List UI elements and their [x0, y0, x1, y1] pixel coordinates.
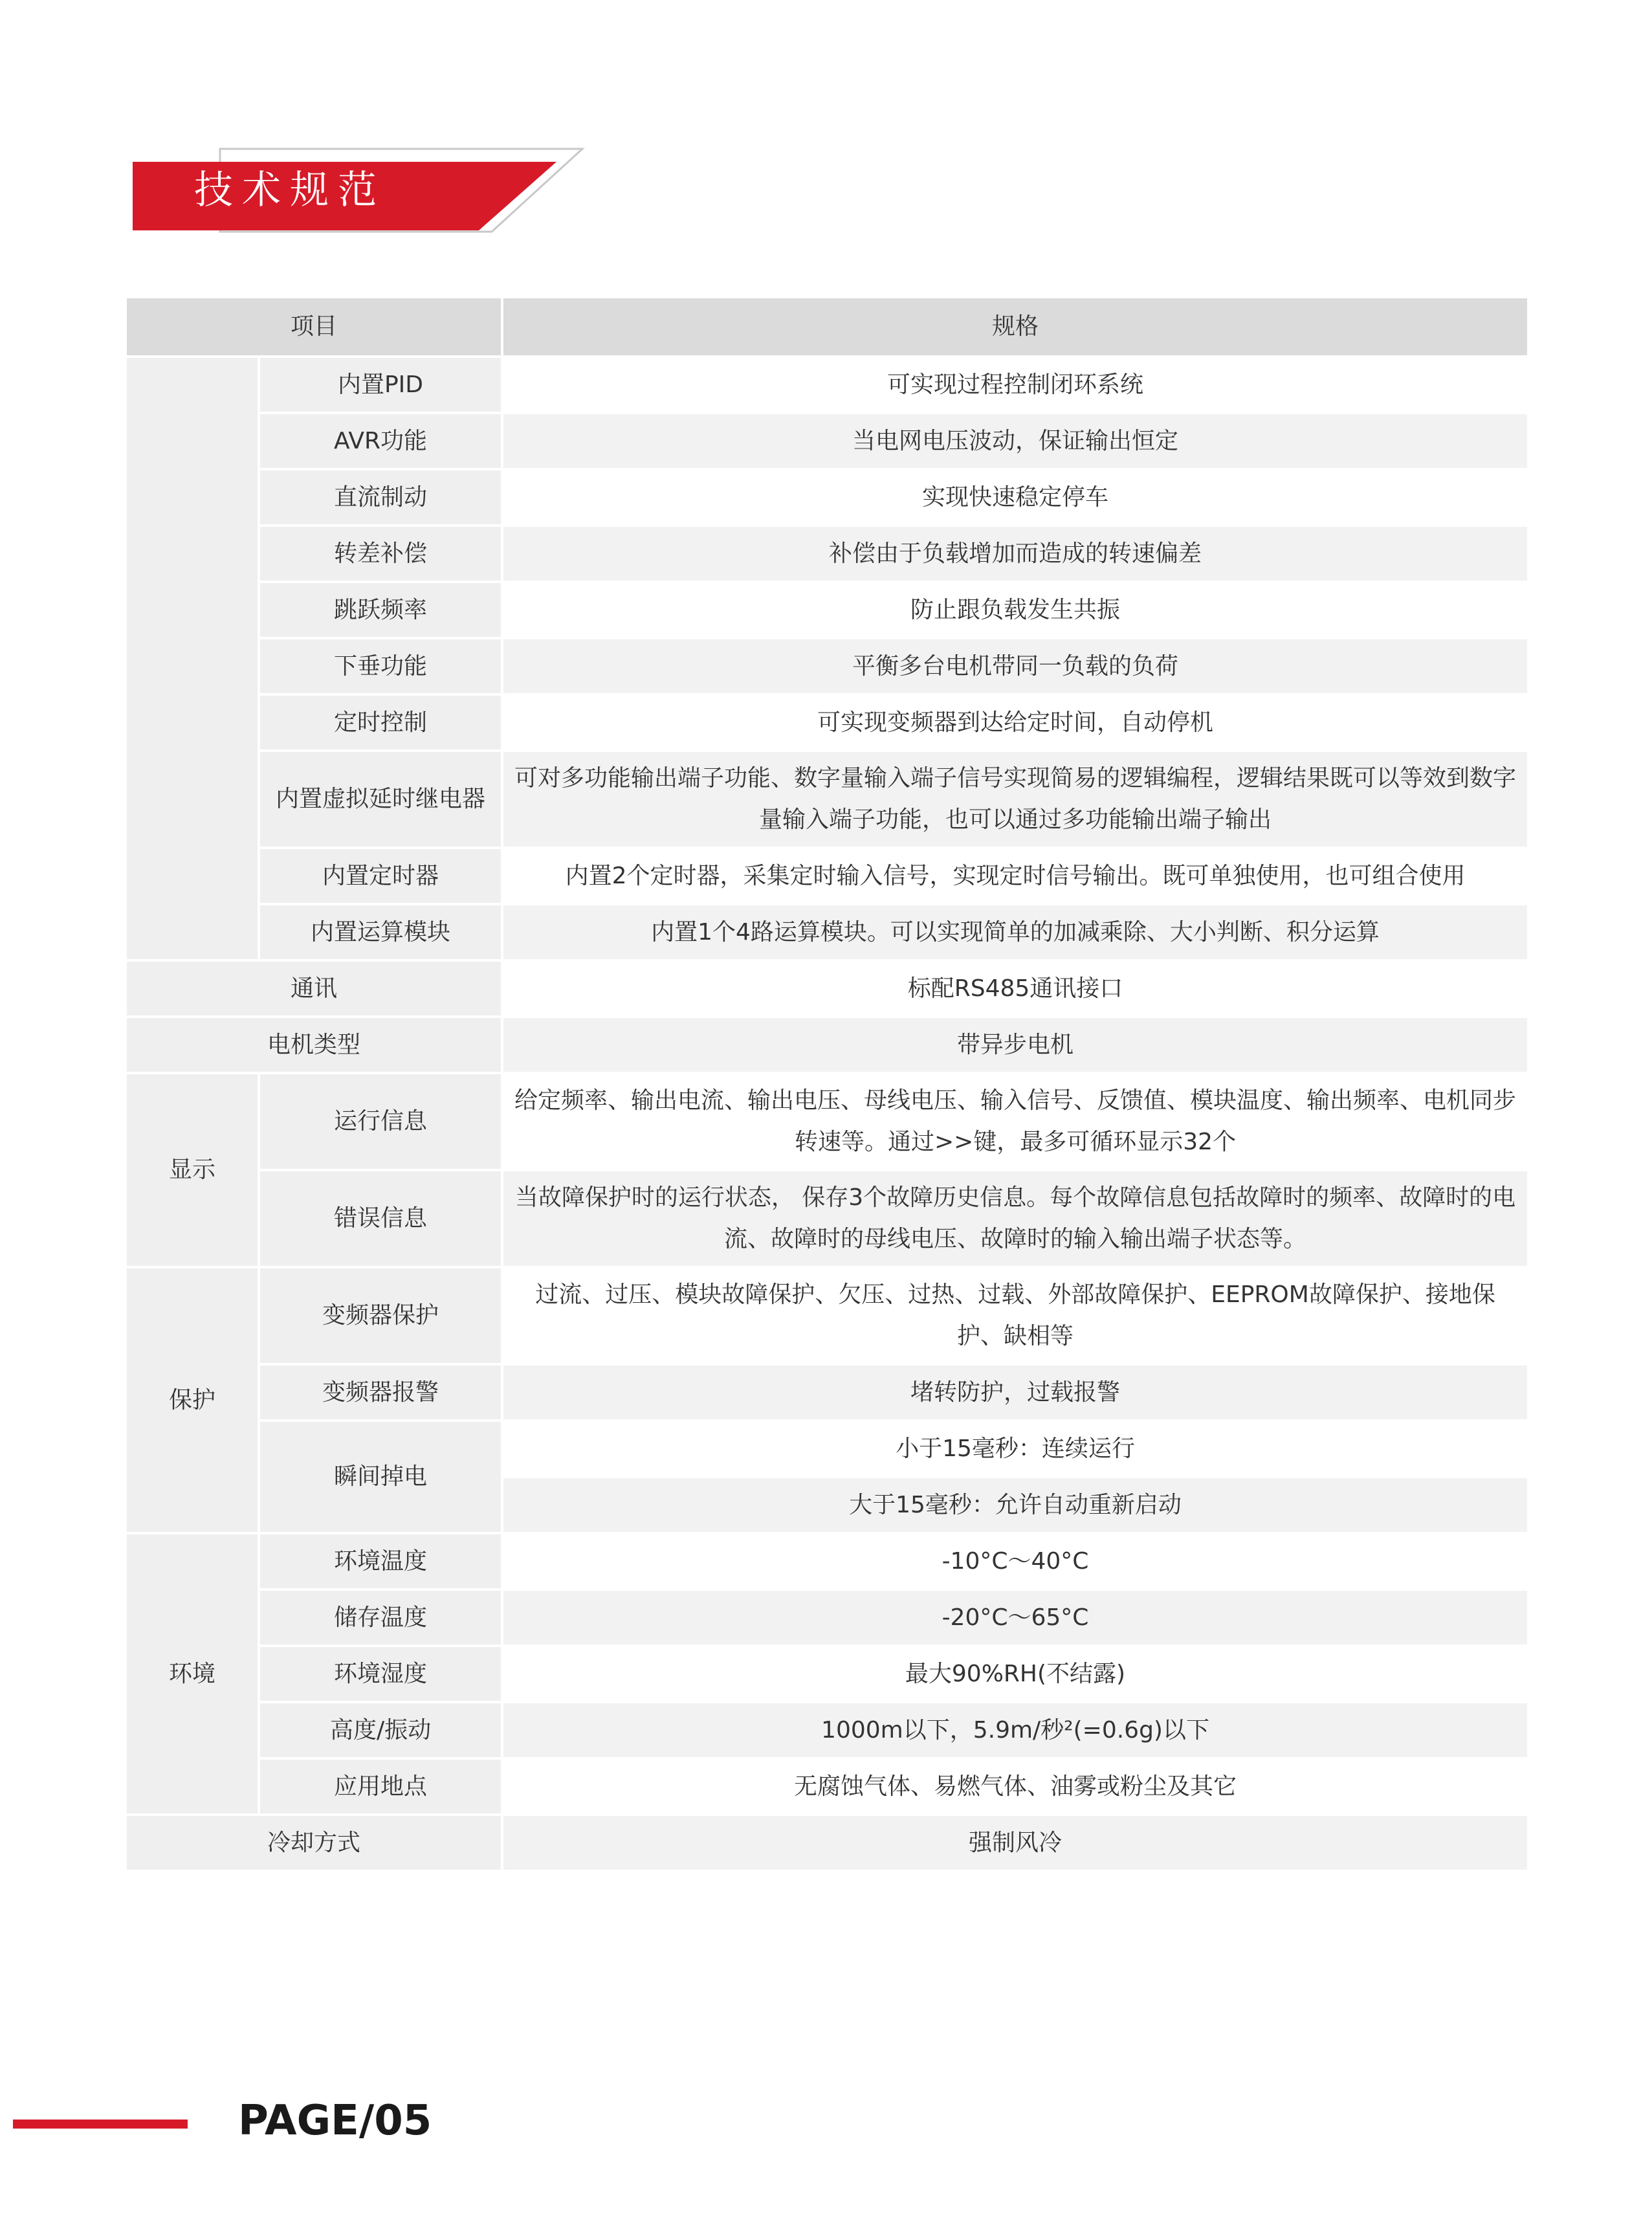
- item-cell: 电机类型: [126, 1017, 502, 1073]
- item-cell: 内置虚拟延时继电器: [259, 751, 502, 848]
- table-row: [126, 638, 1528, 694]
- table-row: [126, 469, 1528, 526]
- value-cell: 给定频率、输出电流、输出电压、母线电压、输入信号、反馈值、模块温度、输出频率、电机同步转速等。通过>>键，最多可循环显示32个: [502, 1073, 1528, 1170]
- item-cell: 变频器报警: [259, 1364, 502, 1421]
- header-spec: 规格: [502, 297, 1528, 357]
- table-row: [126, 1758, 1528, 1815]
- footer-accent-bar: [13, 2120, 188, 2129]
- table-row: [126, 960, 1528, 1017]
- value-cell: 可实现过程控制闭环系统: [502, 357, 1528, 413]
- header-item: 项目: [126, 297, 502, 357]
- table-row: [126, 413, 1528, 469]
- value-cell: 1000m以下，5.9m/秒²(=0.6g)以下: [502, 1702, 1528, 1758]
- table-row: [126, 1170, 1528, 1267]
- value-cell: 小于15毫秒：连续运行: [502, 1421, 1528, 1477]
- value-cell: 补偿由于负载增加而造成的转速偏差: [502, 526, 1528, 582]
- item-cell: 下垂功能: [259, 638, 502, 694]
- table-row: [126, 1646, 1528, 1702]
- table-header-row: [126, 297, 1528, 357]
- value-cell: 强制风冷: [502, 1815, 1528, 1871]
- item-cell: 环境湿度: [259, 1646, 502, 1702]
- item-cell: 错误信息: [259, 1170, 502, 1267]
- value-cell: 大于15毫秒：允许自动重新启动: [502, 1477, 1528, 1533]
- value-cell: 无腐蚀气体、易燃气体、油雾或粉尘及其它: [502, 1758, 1528, 1815]
- table-row: [126, 848, 1528, 904]
- item-cell: 储存温度: [259, 1589, 502, 1646]
- value-cell: 实现快速稳定停车: [502, 469, 1528, 526]
- value-cell: 可对多功能输出端子功能、数字量输入端子信号实现简易的逻辑编程，逻辑结果既可以等效到数字量输入端子功能，也可以通过多功能输出端子输出: [502, 751, 1528, 848]
- value-cell: -20°C～65°C: [502, 1589, 1528, 1646]
- item-cell: 高度/振动: [259, 1702, 502, 1758]
- item-cell: 内置PID: [259, 357, 502, 413]
- item-cell: 瞬间掉电: [259, 1421, 502, 1533]
- table-row: [126, 1073, 1528, 1170]
- value-cell: 当故障保护时的运行状态， 保存3个故障历史信息。每个故障信息包括故障时的频率、故障时的电流、故障时的母线电压、故障时的输入输出端子状态等。: [502, 1170, 1528, 1267]
- value-cell: 防止跟负载发生共振: [502, 582, 1528, 638]
- value-cell: 标配RS485通讯接口: [502, 960, 1528, 1017]
- item-cell: 变频器保护: [259, 1267, 502, 1364]
- item-cell: 运行信息: [259, 1073, 502, 1170]
- table-row: [126, 1364, 1528, 1421]
- table-row: [126, 1533, 1528, 1589]
- item-cell: AVR功能: [259, 413, 502, 469]
- table-row: [126, 1267, 1528, 1364]
- table-row: [126, 751, 1528, 848]
- item-cell: 直流制动: [259, 469, 502, 526]
- category-cell: 保护: [126, 1267, 259, 1533]
- table-row: [126, 526, 1528, 582]
- table-row: [126, 1017, 1528, 1073]
- item-cell: 冷却方式: [126, 1815, 502, 1871]
- table-row: [126, 1815, 1528, 1871]
- page-number: PAGE/05: [238, 2097, 432, 2145]
- table-row: [126, 1589, 1528, 1646]
- table-row: [126, 904, 1528, 960]
- item-cell: 定时控制: [259, 694, 502, 751]
- item-cell: 通讯: [126, 960, 502, 1017]
- item-cell: 环境温度: [259, 1533, 502, 1589]
- value-cell: -10°C～40°C: [502, 1533, 1528, 1589]
- value-cell: 内置2个定时器，采集定时输入信号，实现定时信号输出。既可单独使用，也可组合使用: [502, 848, 1528, 904]
- value-cell: 带异步电机: [502, 1017, 1528, 1073]
- section-banner: [129, 148, 589, 234]
- value-cell: 堵转防护，过载报警: [502, 1364, 1528, 1421]
- item-cell: 内置运算模块: [259, 904, 502, 960]
- item-cell: 跳跃频率: [259, 582, 502, 638]
- item-cell: 应用地点: [259, 1758, 502, 1815]
- item-cell: 内置定时器: [259, 848, 502, 904]
- category-cell: 环境: [126, 1533, 259, 1815]
- value-cell: 内置1个4路运算模块。可以实现简单的加减乘除、大小判断、积分运算: [502, 904, 1528, 960]
- table-row: [126, 1421, 1528, 1477]
- item-cell: 转差补偿: [259, 526, 502, 582]
- spec-table: [124, 296, 1530, 1872]
- category-cell: [126, 357, 259, 960]
- table-row: [126, 694, 1528, 751]
- value-cell: 过流、过压、模块故障保护、欠压、过热、过载、外部故障保护、EEPROM故障保护、接地保护、缺相等: [502, 1267, 1528, 1364]
- table-row: [126, 1702, 1528, 1758]
- section-title: 技术规范: [194, 168, 386, 213]
- table-row: [126, 357, 1528, 413]
- value-cell: 最大90%RH(不结露): [502, 1646, 1528, 1702]
- value-cell: 平衡多台电机带同一负载的负荷: [502, 638, 1528, 694]
- category-cell: 显示: [126, 1073, 259, 1267]
- value-cell: 当电网电压波动，保证输出恒定: [502, 413, 1528, 469]
- table-row: [126, 582, 1528, 638]
- value-cell: 可实现变频器到达给定时间，自动停机: [502, 694, 1528, 751]
